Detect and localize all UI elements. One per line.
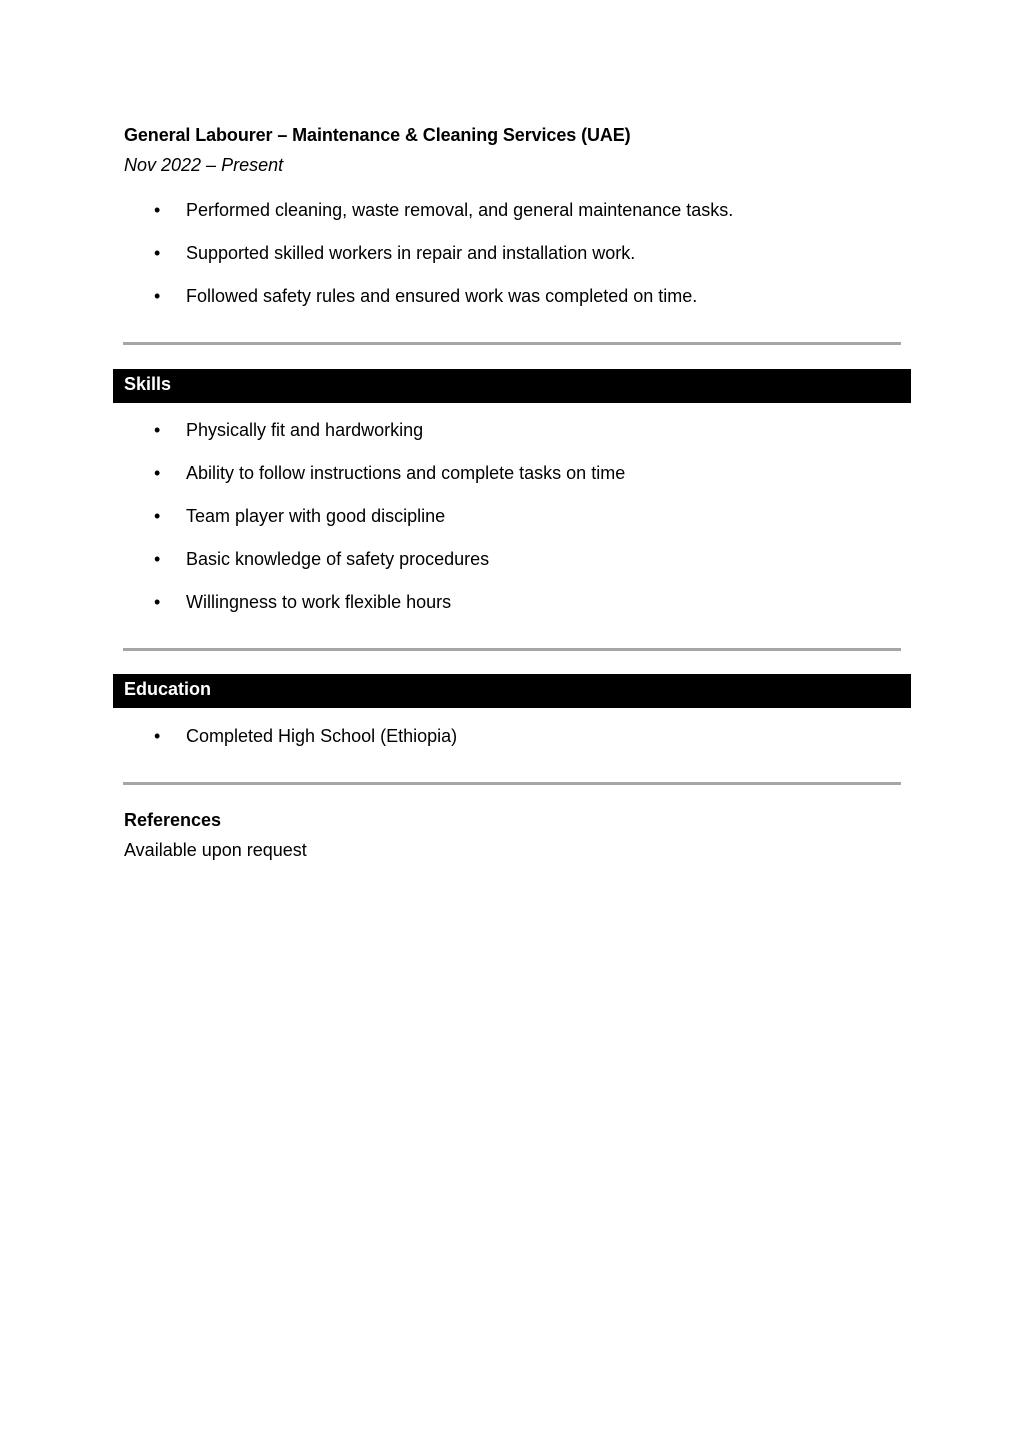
- experience-bullet-text: Followed safety rules and ensured work was completed on time.: [186, 286, 698, 306]
- bullet-icon: •: [154, 592, 161, 612]
- experience-bullet-text: Supported skilled workers in repair and installation work.: [186, 243, 636, 263]
- list-item: [0, 242, 1024, 285]
- list-item: [0, 505, 1024, 548]
- bullet-icon: •: [154, 200, 161, 220]
- list-item: [0, 591, 1024, 634]
- bullet-icon: •: [154, 549, 161, 569]
- list-item: [0, 462, 1024, 505]
- bullet-icon: •: [154, 420, 161, 440]
- bullet-icon: •: [154, 506, 161, 526]
- list-item: [0, 199, 1024, 242]
- skill-text: Physically fit and hardworking: [186, 420, 424, 440]
- skill-text: Basic knowledge of safety procedures: [186, 549, 490, 569]
- section-divider: [123, 648, 901, 651]
- skills-heading: Skills: [124, 374, 172, 394]
- bullet-icon: •: [154, 286, 161, 306]
- references-heading: References: [124, 810, 222, 830]
- skill-text: Willingness to work flexible hours: [186, 592, 452, 612]
- section-divider: [123, 342, 901, 345]
- list-item: [0, 419, 1024, 462]
- education-text: Completed High School (Ethiopia): [186, 726, 458, 746]
- skill-text: Team player with good discipline: [186, 506, 446, 526]
- list-item: [0, 725, 1024, 768]
- section-divider: [123, 782, 901, 785]
- skills-section-header: [113, 369, 911, 403]
- bullet-icon: •: [154, 243, 161, 263]
- list-item: [0, 285, 1024, 328]
- skill-text: Ability to follow instructions and complete tasks on time: [186, 463, 626, 483]
- bullet-icon: •: [154, 726, 161, 746]
- references-text: Available upon request: [124, 840, 307, 860]
- experience-bullet-list: [0, 199, 1024, 328]
- skills-bullet-list: [0, 419, 1024, 634]
- bullet-icon: •: [154, 463, 161, 483]
- list-item: [0, 548, 1024, 591]
- education-heading: Education: [124, 679, 212, 699]
- education-section-header: [113, 674, 911, 708]
- job-dates: Nov 2022 – Present: [124, 155, 284, 175]
- experience-bullet-text: Performed cleaning, waste removal, and general maintenance tasks.: [186, 200, 734, 220]
- education-bullet-list: [0, 725, 1024, 768]
- job-title: General Labourer – Maintenance & Cleaning Services (UAE): [124, 125, 631, 145]
